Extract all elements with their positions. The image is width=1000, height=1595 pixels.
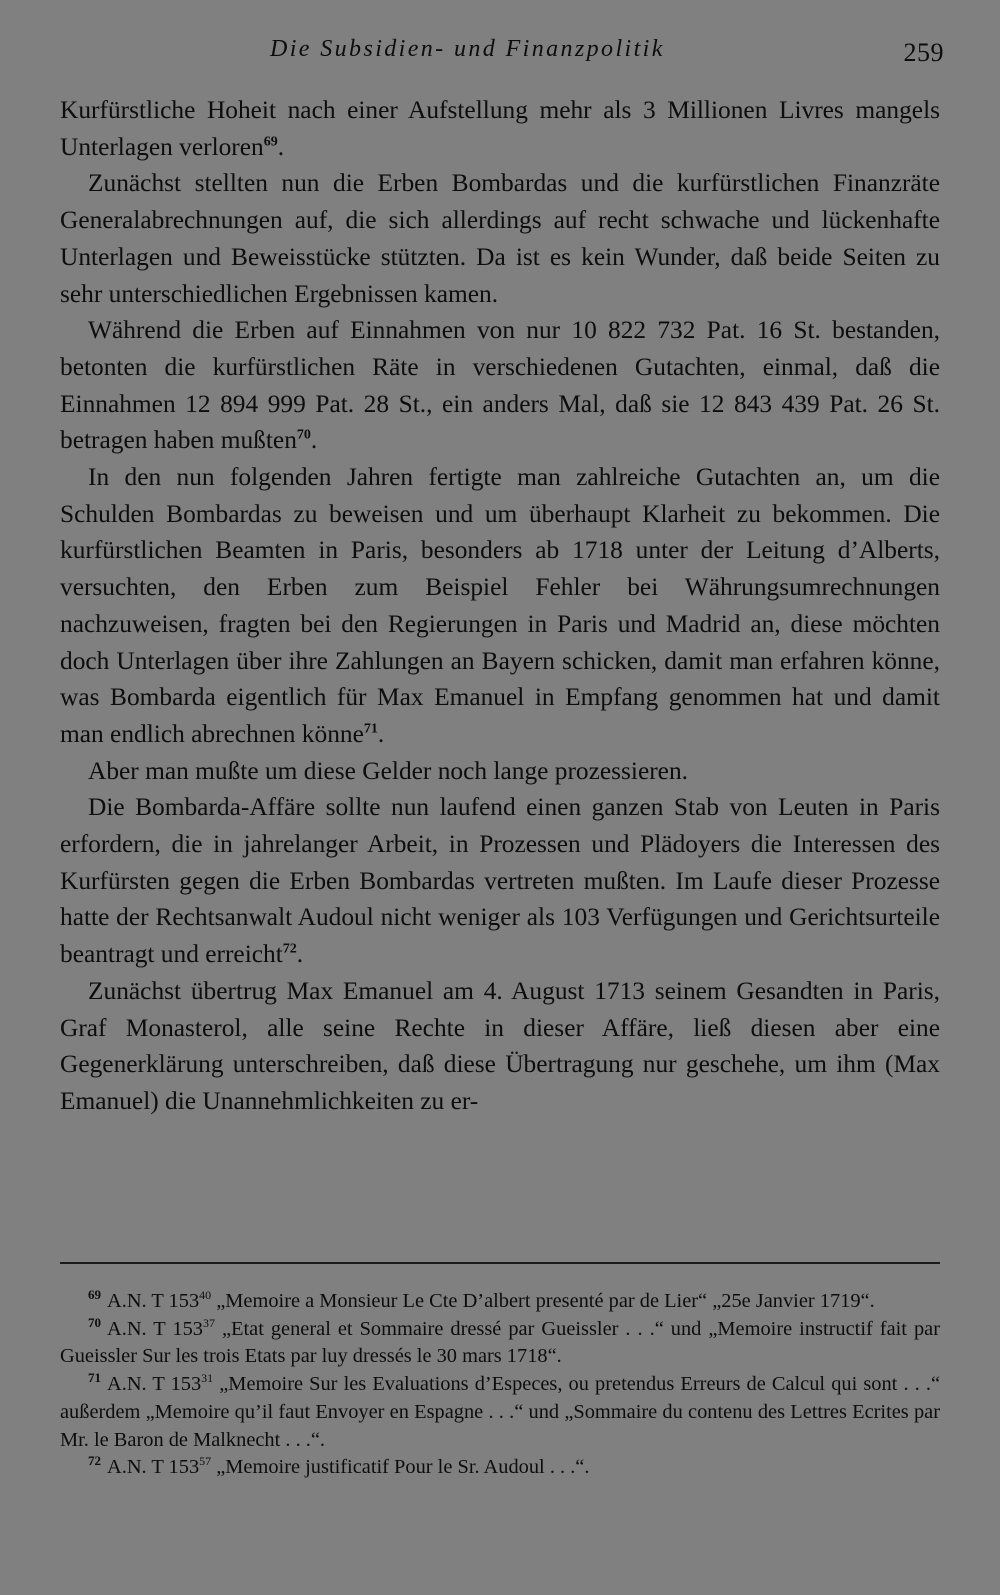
paragraph-3-text: Während die Erben auf Einnahmen von nur 10 822 732 Pat. 16 St. bestanden, betonten die kurfürstlichen Räte in verschiedenen Gutachten, einmal, daß die Einnahmen 12 894 999 Pat. 28 St., ein anders Mal, daß sie 12 843 439 Pat. 26 St. betragen haben mußten — [60, 316, 940, 455]
book-page — [60, 0, 944, 1595]
footnote-ref-72: 72 — [282, 941, 297, 957]
footnote-71 — [60, 1371, 940, 1454]
footnote-number: 70 — [88, 1314, 101, 1330]
footnote-text: „Memoire a Monsieur Le Cte D’albert presenté par de Lier“ „25e Janvier 1719“. — [211, 1290, 875, 1312]
paragraph-6 — [60, 789, 940, 973]
paragraph-3-tail: . — [310, 426, 318, 455]
paragraph-3 — [60, 312, 940, 459]
footnote-72 — [60, 1454, 940, 1482]
footnote-number: 72 — [88, 1453, 101, 1469]
footnotes — [60, 1288, 940, 1482]
paragraph-7: Zunächst übertrug Max Emanuel am 4. August 1713 seinem Gesandten in Paris, Graf Monasterol, alle seine Rechte in dieser Affäre, ließ diesen aber eine Gegenerklärung unterschreiben, daß diese Übertragung nur geschehe, um ihm (Max Emanuel) die Unannehmlichkeiten zu er- — [60, 976, 940, 1115]
paragraph-6-text: Die Bombarda-Affäre sollte nun laufend einen ganzen Stab von Leuten in Paris erfordern, die in jahrelanger Arbeit, in Prozessen und Plädoyers die Interessen des Kurfürsten gegen die Erben Bombardas vertreten mußten. Im Laufe dieser Prozesse hatte der Rechtsanwalt Audoul nicht weniger als 103 Verfügungen und Gerichtsurteile beantragt und erreicht — [60, 793, 940, 969]
paragraph-1-tail: . — [277, 132, 285, 161]
paragraph-1 — [60, 92, 940, 165]
paragraph-6-tail: . — [296, 940, 304, 969]
footnote-text: „Memoire Sur les Evaluations d’Especes, ou pretendus Erreurs de Calcul qui sont . . .“ außerdem „Memoire qu’il faut Envoyer en Espagne . . .“ und „Sommaire du contenu des Lettres Ecrites par Mr. le Baron de Malknecht . . .“. — [60, 1373, 940, 1451]
footnote-archive: A.N. T 153 — [107, 1456, 200, 1479]
footnote-separator — [60, 1262, 940, 1264]
footnote-number: 71 — [88, 1370, 101, 1386]
footnote-archive: A.N. T 153 — [107, 1373, 202, 1396]
paragraph-4 — [60, 459, 940, 753]
paragraph-1-text: Kurfürstliche Hoheit nach einer Aufstellung mehr als 3 Millionen Livres mangels Unterlagen verloren — [60, 96, 940, 161]
footnote-text: „Etat general et Sommaire dressé par Gueissler . . .“ und „Memoire instructif fait par Gueissler Sur les trois Etats par luy dressés le 30 mars 1718“. — [60, 1317, 940, 1368]
footnote-ref-71: 71 — [363, 721, 378, 737]
page-number: 259 — [903, 38, 944, 67]
footnote-archive: A.N. T 153 — [107, 1317, 203, 1340]
footnote-69 — [60, 1288, 940, 1316]
paragraph-2: Zunächst stellten nun die Erben Bombardas und die kurfürstlichen Finanzräte Generalabrechnungen auf, die sich allerdings auf recht schwache und lückenhafte Unterlagen und Beweisstücke stützten. Da ist es kein Wunder, daß beide Seiten zu sehr unterschiedlichen Ergebnissen kamen. — [60, 169, 940, 308]
paragraph-4-tail: . — [377, 719, 385, 748]
paragraph-5: Aber man mußte um diese Gelder noch lange prozessieren. — [88, 756, 688, 785]
paragraph-4-text: In den nun folgenden Jahren fertigte man zahlreiche Gutachten an, um die Schulden Bombardas zu beweisen und um überhaupt Klarheit zu bekommen. Die kurfürstlichen Beamten in Paris, besonders ab 1718 unter der Leitung d’Alberts, versuchten, den Erben zum Beispiel Fehler bei Währungsumrechnungen nachzuweisen, fragten bei den Regierungen in Paris und Madrid an, diese möchten doch Unterlagen über ihre Zahlungen an Bayern schicken, damit man erfahren könne, was Bombarda eigentlich für Max Emanuel in Empfang genommen hat und damit man endlich abrechnen könne — [60, 463, 940, 748]
footnote-ref-70: 70 — [296, 427, 311, 443]
main-text — [60, 92, 940, 1120]
footnote-archive: A.N. T 153 — [107, 1290, 200, 1312]
footnote-number: 69 — [88, 1287, 101, 1303]
running-title: Die Subsidien- und Finanzpolitik — [270, 36, 665, 62]
footnote-archive-sup: 37 — [202, 1315, 215, 1330]
footnote-archive-sup: 57 — [199, 1454, 212, 1469]
footnote-70 — [60, 1316, 940, 1371]
page-header — [60, 36, 944, 70]
footnote-ref-69: 69 — [263, 134, 278, 150]
footnote-text: „Memoire justificatif Pour le Sr. Audoul . . .“. — [211, 1456, 590, 1479]
footnote-archive-sup: 40 — [199, 1288, 212, 1303]
footnote-archive-sup: 31 — [201, 1371, 214, 1386]
